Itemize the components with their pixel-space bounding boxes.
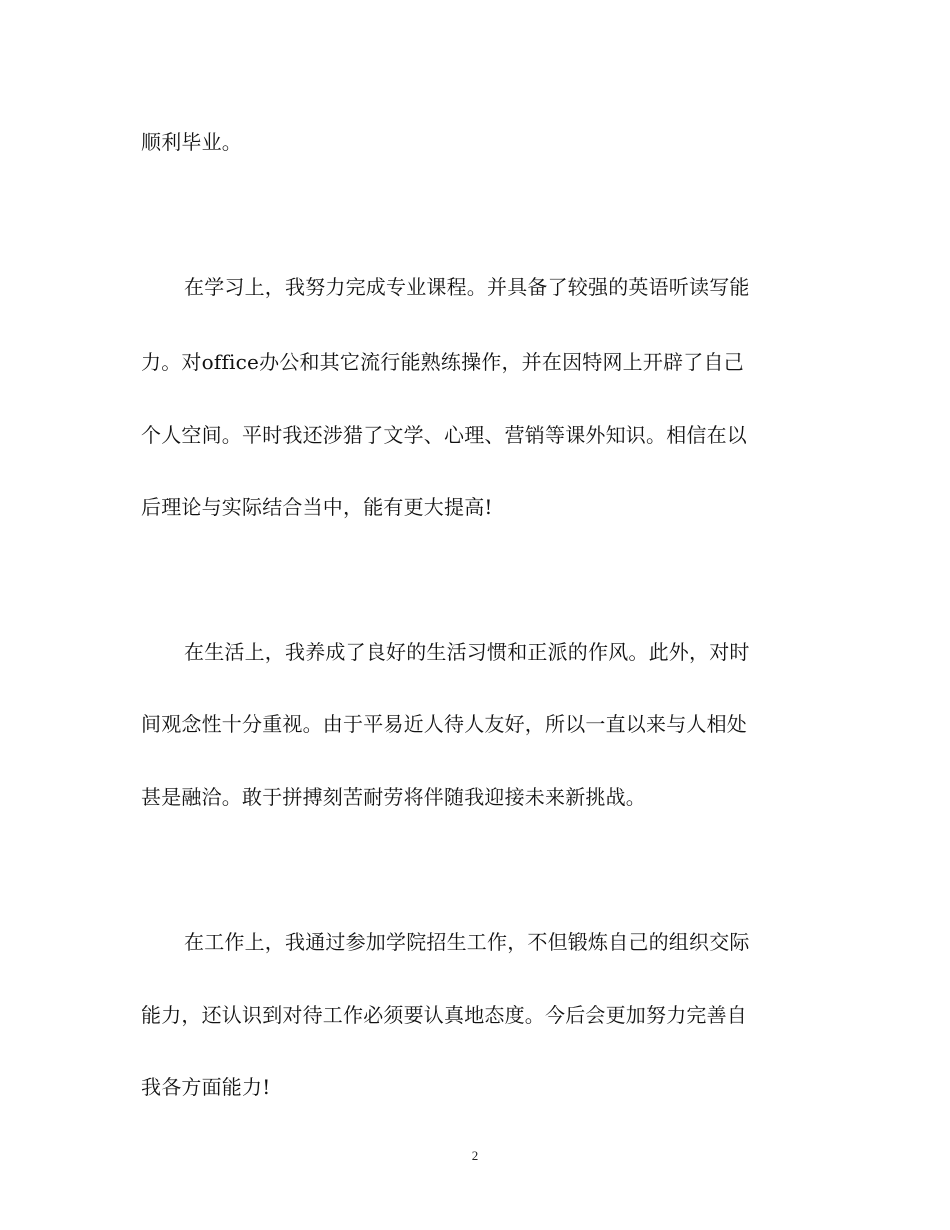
text-line: 后理论与实际结合当中，能有更大提高!: [141, 495, 493, 519]
text-line: 甚是融洽。敢于拼搏刻苦耐劳将伴随我迎接未来新挑战。: [141, 785, 646, 809]
text-line: 力。对office办公和其它流行能熟练操作，并在因特网上开辟了自己: [141, 350, 744, 374]
text-line: 能力，还认识到对待工作必须要认真地态度。今后会更加努力完善自: [141, 1003, 747, 1027]
text-line: 在工作上，我通过参加学院招生工作，不但锻炼自己的组织交际: [184, 930, 750, 954]
text-line: 我各方面能力!: [141, 1075, 271, 1099]
text-line: 间观念性十分重视。由于平易近人待人友好，所以一直以来与人相处: [141, 712, 747, 736]
text-line: 在生活上，我养成了良好的生活习惯和正派的作风。此外，对时: [184, 640, 750, 664]
text-line: 个人空间。平时我还涉猎了文学、心理、营销等课外知识。相信在以: [141, 423, 747, 447]
page-number: 2: [471, 1148, 479, 1163]
text-line: 在学习上，我努力完成专业课程。并具备了较强的英语听读写能: [184, 275, 750, 299]
text-line: 顺利毕业。: [141, 130, 242, 154]
